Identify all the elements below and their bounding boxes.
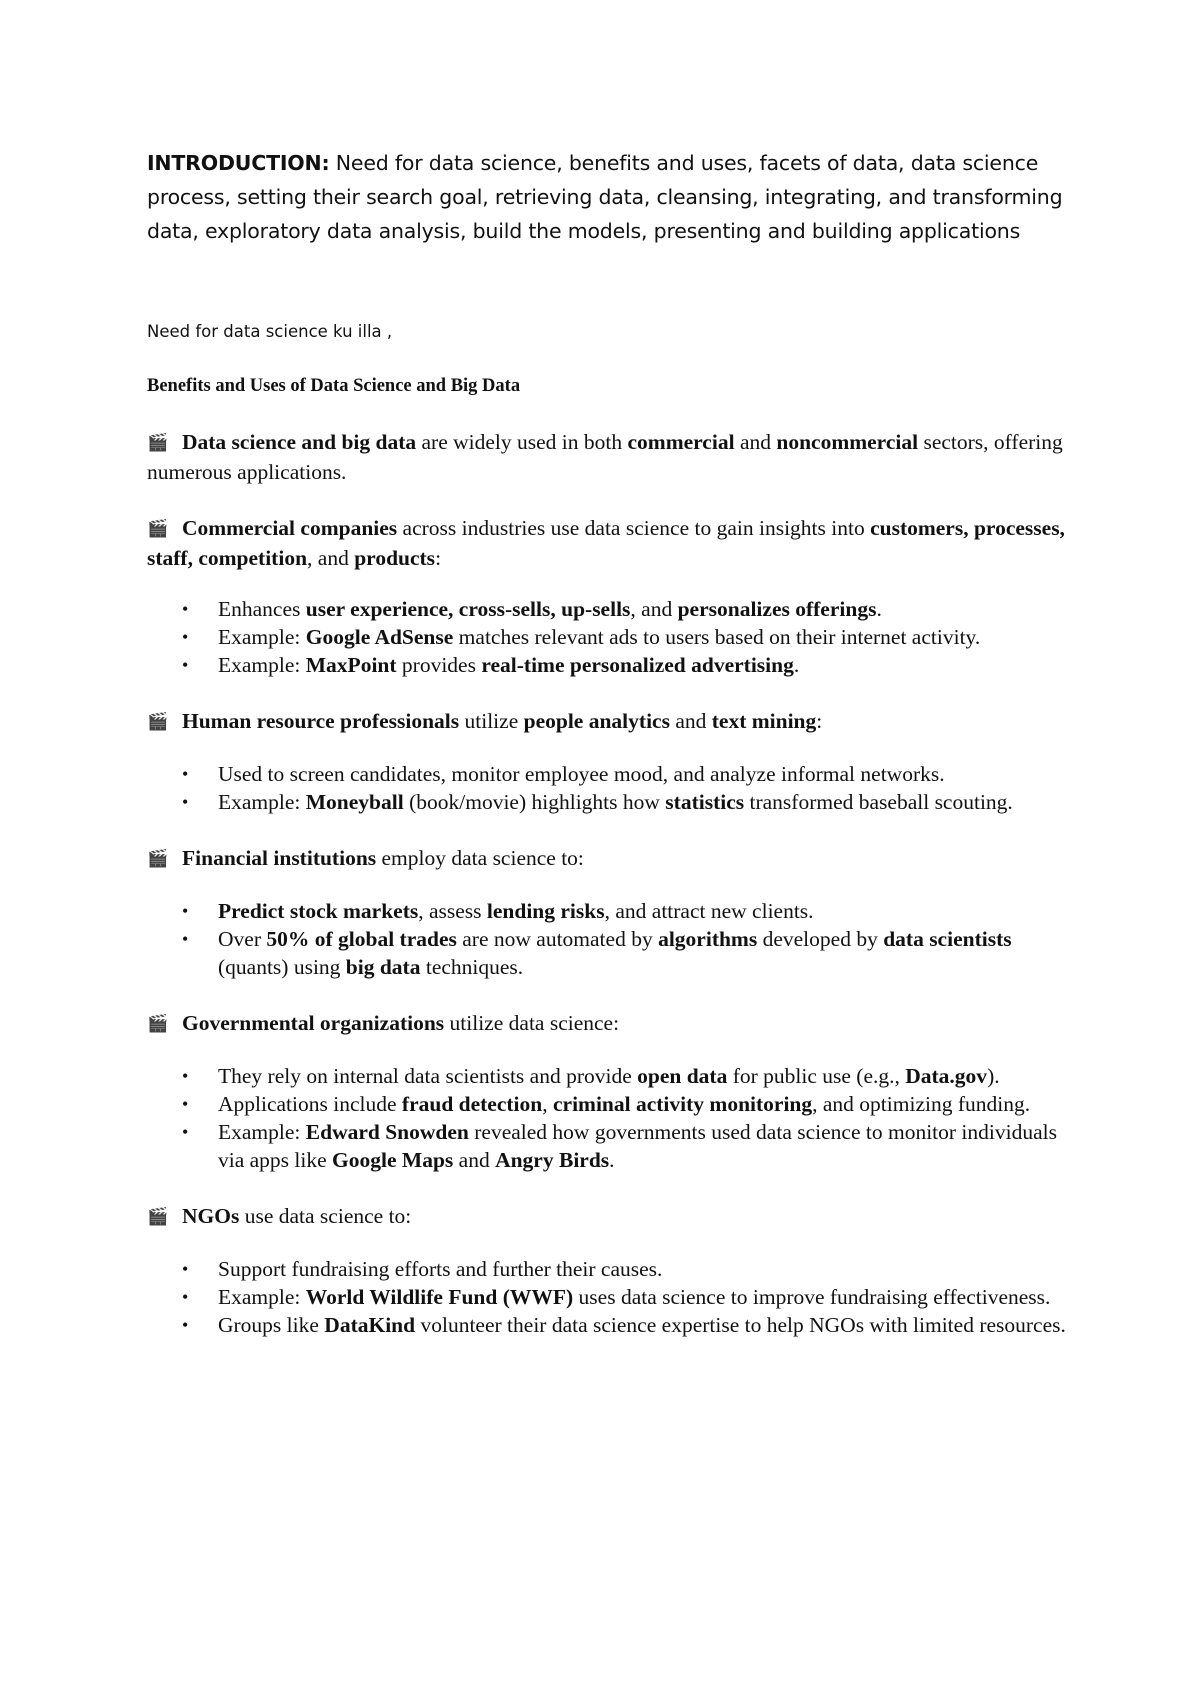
list-item bbox=[182, 1062, 1067, 1090]
bold-text: Data science and big data bbox=[182, 430, 417, 454]
text: Example: bbox=[218, 653, 306, 677]
bullet-icon: • bbox=[182, 1122, 189, 1142]
bold-text: Human resource professionals bbox=[182, 709, 460, 733]
list-item bbox=[182, 788, 1067, 816]
commercial-bullet-list bbox=[147, 595, 1067, 679]
bold-text: fraud detection bbox=[401, 1092, 543, 1116]
text: (quants) using bbox=[218, 955, 346, 979]
text: , bbox=[542, 1092, 553, 1116]
bold-text: Google AdSense bbox=[305, 625, 454, 649]
bold-text: Angry Birds bbox=[495, 1148, 610, 1172]
bold-text: Data.gov bbox=[905, 1064, 988, 1088]
human-resources-bullet-list bbox=[147, 760, 1067, 816]
text: . bbox=[876, 597, 882, 621]
introduction-paragraph bbox=[147, 146, 1067, 248]
section-heading: Benefits and Uses of Data Science and Big Data bbox=[147, 376, 521, 396]
text: Over bbox=[218, 927, 267, 951]
list-item bbox=[182, 1255, 1067, 1283]
text: volunteer their data science expertise to help NGOs with limited resources. bbox=[415, 1313, 1066, 1337]
text: , and bbox=[630, 597, 678, 621]
list-item bbox=[182, 897, 1067, 925]
list-item bbox=[182, 623, 1067, 651]
text: techniques. bbox=[420, 955, 524, 979]
bold-text: open data bbox=[637, 1064, 728, 1088]
text: are widely used in both bbox=[416, 430, 628, 454]
text: and bbox=[669, 709, 712, 733]
text: across industries use data science to gain insights into bbox=[397, 516, 871, 540]
bold-text: 50% of global trades bbox=[266, 927, 457, 951]
list-item bbox=[182, 925, 1067, 981]
text: Example: bbox=[218, 1120, 306, 1144]
bullet-icon: • bbox=[182, 655, 189, 675]
text: . bbox=[793, 653, 800, 677]
text: , assess bbox=[418, 899, 487, 923]
financial-bullet-list bbox=[147, 897, 1067, 981]
text: : bbox=[435, 546, 442, 570]
bullet-icon: • bbox=[182, 901, 189, 921]
text: Support fundraising efforts and further their causes. bbox=[218, 1257, 663, 1281]
text: They rely on internal data scientists and provide bbox=[218, 1064, 638, 1088]
text: provides bbox=[396, 653, 482, 677]
bold-text: user experience, cross-sells, up-sells bbox=[305, 597, 631, 621]
bold-text: Commercial companies bbox=[182, 516, 398, 540]
clapperboard-icon: 🎬 bbox=[147, 1014, 169, 1033]
ngo-bullet-list bbox=[147, 1255, 1067, 1339]
text: matches relevant ads to users based on their internet activity. bbox=[453, 625, 981, 649]
bold-text: Moneyball bbox=[305, 790, 404, 814]
text: : bbox=[816, 709, 823, 733]
bullet-icon: • bbox=[182, 1094, 189, 1114]
text: Used to screen candidates, monitor employee mood, and analyze informal networks. bbox=[218, 762, 945, 786]
bold-text: Financial institutions bbox=[182, 846, 377, 870]
bullet-icon: • bbox=[182, 599, 189, 619]
bullet-icon: • bbox=[182, 792, 189, 812]
bold-text: DataKind bbox=[324, 1313, 416, 1337]
text: transformed baseball scouting. bbox=[744, 790, 1013, 814]
bold-text: customers, processes, staff, competition bbox=[147, 516, 1065, 570]
clapperboard-icon: 🎬 bbox=[147, 712, 169, 731]
text: Enhances bbox=[218, 597, 306, 621]
introduction-label: INTRODUCTION: bbox=[147, 151, 330, 175]
bold-text: real-time personalized advertising bbox=[481, 653, 794, 677]
paragraph-financial-institutions bbox=[147, 844, 1067, 874]
bold-text: text mining bbox=[711, 709, 817, 733]
bullet-icon: • bbox=[182, 1287, 189, 1307]
text: ). bbox=[987, 1064, 1000, 1088]
list-item bbox=[182, 595, 1067, 623]
text: utilize bbox=[459, 709, 524, 733]
text: and bbox=[734, 430, 777, 454]
bold-text: people analytics bbox=[523, 709, 670, 733]
text: Example: bbox=[218, 625, 306, 649]
bullet-icon: • bbox=[182, 1259, 189, 1279]
paragraph-human-resources bbox=[147, 707, 1067, 737]
bold-text: big data bbox=[345, 955, 421, 979]
list-item bbox=[182, 1090, 1067, 1118]
bold-text: products bbox=[354, 546, 436, 570]
text: developed by bbox=[757, 927, 884, 951]
bold-text: criminal activity monitoring bbox=[552, 1092, 813, 1116]
text: , and bbox=[307, 546, 355, 570]
list-item bbox=[182, 1118, 1067, 1174]
bold-text: data scientists bbox=[883, 927, 1012, 951]
bold-text: statistics bbox=[665, 790, 745, 814]
text: and bbox=[453, 1148, 496, 1172]
bold-text: lending risks bbox=[486, 899, 605, 923]
text: Applications include bbox=[218, 1092, 402, 1116]
governmental-bullet-list bbox=[147, 1062, 1067, 1174]
bold-text: World Wildlife Fund (WWF) bbox=[305, 1285, 574, 1309]
list-item bbox=[182, 1283, 1067, 1311]
bold-text: personalizes offerings bbox=[677, 597, 877, 621]
list-item bbox=[182, 760, 1067, 788]
bullet-icon: • bbox=[182, 1066, 189, 1086]
bold-text: commercial bbox=[627, 430, 735, 454]
clapperboard-icon: 🎬 bbox=[147, 849, 169, 868]
text: Groups like bbox=[218, 1313, 325, 1337]
text: revealed how governments used data science to monitor individuals via apps like bbox=[218, 1120, 1057, 1172]
paragraph-ngos bbox=[147, 1202, 1067, 1232]
text: (book/movie) highlights how bbox=[403, 790, 666, 814]
bold-text: noncommercial bbox=[776, 430, 919, 454]
bullet-icon: • bbox=[182, 1315, 189, 1335]
text: are now automated by bbox=[456, 927, 659, 951]
text: uses data science to improve fundraising effectiveness. bbox=[573, 1285, 1051, 1309]
text: . bbox=[609, 1148, 615, 1172]
text: , and attract new clients. bbox=[604, 899, 814, 923]
text: Example: bbox=[218, 1285, 306, 1309]
text: employ data science to: bbox=[376, 846, 584, 870]
bold-text: MaxPoint bbox=[305, 653, 397, 677]
text: use data science to: bbox=[239, 1204, 412, 1228]
bold-text: Google Maps bbox=[332, 1148, 454, 1172]
clapperboard-icon: 🎬 bbox=[147, 519, 169, 538]
document-body bbox=[147, 372, 1067, 1367]
text: for public use (e.g., bbox=[727, 1064, 906, 1088]
bullet-icon: • bbox=[182, 627, 189, 647]
text: utilize data science: bbox=[444, 1011, 620, 1035]
paragraph-commercial-companies bbox=[147, 514, 1067, 572]
bullet-icon: • bbox=[182, 764, 189, 784]
list-item bbox=[182, 651, 1067, 679]
bold-text: Edward Snowden bbox=[305, 1120, 469, 1144]
paragraph-data-science-big-data bbox=[147, 428, 1067, 486]
list-item bbox=[182, 1311, 1067, 1339]
bold-text: algorithms bbox=[658, 927, 758, 951]
bold-text: NGOs bbox=[182, 1204, 240, 1228]
introduction-text: Need for data science, benefits and uses, facets of data, data science process, setting their search goal, retrieving data, cleansing, integrating, and transforming data, exploratory data analysis, build the models, presenting and building applications bbox=[147, 151, 1063, 243]
bold-text: Predict stock markets bbox=[218, 899, 419, 923]
need-note: Need for data science ku illa , bbox=[147, 322, 393, 341]
clapperboard-icon: 🎬 bbox=[147, 433, 169, 452]
paragraph-governmental-organizations bbox=[147, 1009, 1067, 1039]
bullet-icon: • bbox=[182, 929, 189, 949]
clapperboard-icon: 🎬 bbox=[147, 1207, 169, 1226]
text: , and optimizing funding. bbox=[812, 1092, 1031, 1116]
bold-text: Governmental organizations bbox=[182, 1011, 445, 1035]
text: sectors, offering numerous applications. bbox=[147, 430, 1063, 484]
text: Example: bbox=[218, 790, 306, 814]
